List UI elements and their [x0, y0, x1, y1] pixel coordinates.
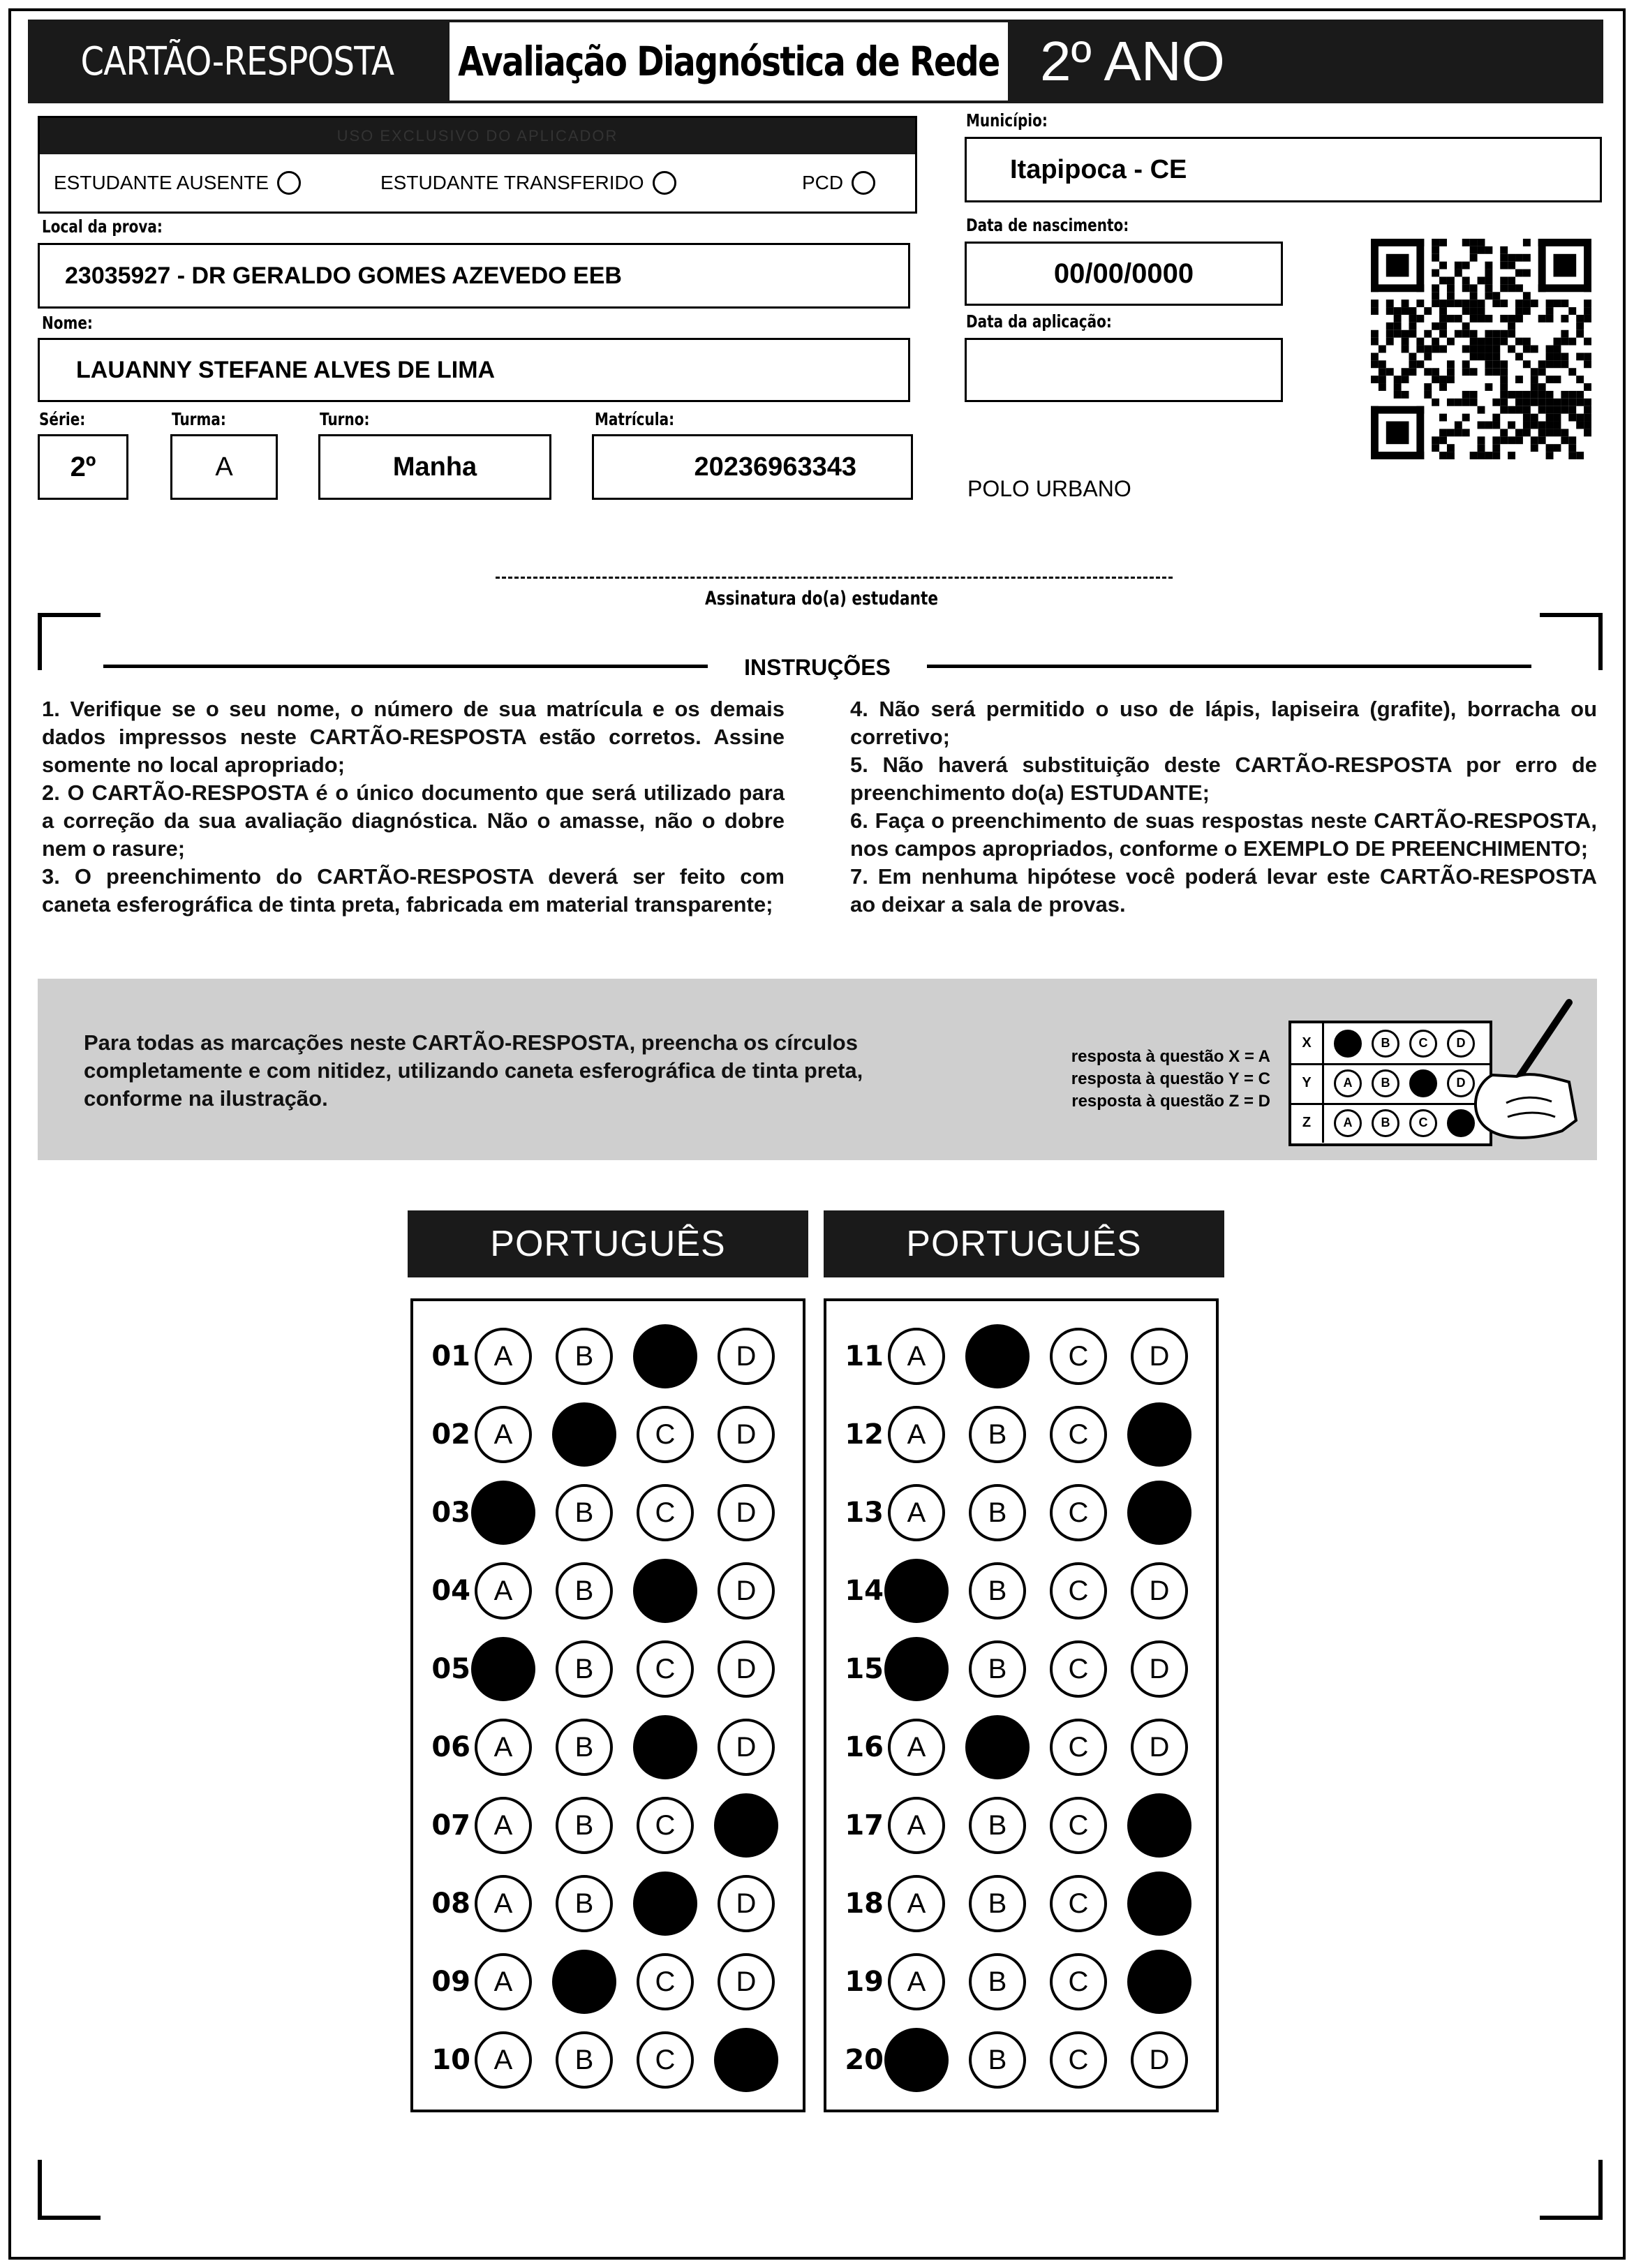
flag-transferred-label: ESTUDANTE TRANSFERIDO	[380, 172, 644, 193]
question-number: 03	[431, 1497, 470, 1529]
answer-bubble-a[interactable]: A	[888, 1719, 945, 1776]
applicator-bar	[40, 118, 915, 154]
question-row	[835, 1872, 1212, 1935]
flag-pcd[interactable]	[802, 171, 875, 195]
instructions-title: INSTRUÇÕES	[744, 655, 891, 680]
turno-box	[318, 434, 551, 500]
answer-bubble-b[interactable]: B	[969, 2031, 1026, 2089]
question-row	[422, 1559, 799, 1622]
flag-absent-label: ESTUDANTE AUSENTE	[54, 172, 269, 193]
local-value: 23035927 - DR GERALDO GOMES AZEVEDO EEB	[65, 262, 622, 289]
serie-value: 2º	[70, 451, 96, 482]
local-box	[38, 243, 910, 309]
question-number: 10	[431, 2044, 470, 2076]
question-row	[422, 1481, 799, 1544]
municipio-label: Município:	[966, 110, 1048, 131]
answer-bubble-d[interactable]: D	[1127, 1950, 1191, 2014]
question-row	[422, 1325, 799, 1388]
answer-bubble-d[interactable]: D	[1127, 1402, 1191, 1467]
turma-label: Turma:	[172, 409, 226, 429]
example-row-label: X	[1291, 1023, 1324, 1063]
answer-bubble-c[interactable]: C	[633, 1715, 697, 1779]
sheet-title: CARTÃO-RESPOSTA	[80, 38, 394, 84]
flag-transferred[interactable]	[380, 171, 676, 195]
serie-box	[38, 434, 128, 500]
example-bubble-a: A	[1334, 1069, 1362, 1097]
subject-header-1	[408, 1210, 808, 1277]
question-row	[835, 1638, 1212, 1700]
example-bubble-d: D	[1447, 1069, 1475, 1097]
answer-bubble-a[interactable]: A	[471, 1481, 535, 1545]
answer-bubble-d[interactable]: D	[718, 1406, 775, 1463]
answer-bubble-d[interactable]: D	[1131, 1328, 1188, 1385]
question-number: 19	[845, 1966, 884, 1998]
answer-bubble-c[interactable]: C	[1050, 1797, 1107, 1854]
answer-bubble-d[interactable]: D	[718, 1953, 775, 2010]
answer-bubble-c[interactable]: C	[1050, 1953, 1107, 2010]
answer-bubble-d[interactable]: D	[1131, 1640, 1188, 1698]
turno-label: Turno:	[320, 409, 370, 429]
legend-x: resposta à questão X = A	[1071, 1047, 1270, 1066]
question-number: 06	[431, 1731, 470, 1763]
instruction-item: 7. Em nenhuma hipótese você poderá levar este CARTÃO-RESPOSTA ao deixar a sala de provas.	[850, 864, 1597, 917]
exam-title: Avaliação Diagnóstica de Rede	[458, 38, 1000, 85]
answer-bubble-b[interactable]: B	[556, 2031, 613, 2089]
answer-bubble-d[interactable]: D	[718, 1484, 775, 1541]
aplicacao-label: Data da aplicação:	[966, 311, 1112, 332]
question-number: 02	[431, 1418, 470, 1451]
turma-value: A	[215, 452, 233, 482]
applicator-bar-text: USO EXCLUSIVO DO APLICADOR	[336, 127, 618, 144]
question-number: 12	[845, 1418, 884, 1451]
answer-bubble-a[interactable]: A	[888, 1797, 945, 1854]
example-row-label: Y	[1291, 1063, 1324, 1103]
answer-bubble-c[interactable]: C	[1050, 1406, 1107, 1463]
municipio-box	[965, 137, 1602, 202]
legend-y: resposta à questão Y = C	[1071, 1069, 1270, 1088]
answer-bubble-c[interactable]: C	[637, 1640, 694, 1698]
answer-bubble-b[interactable]: B	[969, 1953, 1026, 2010]
question-number: 18	[845, 1888, 884, 1920]
answer-bubble-c[interactable]: C	[637, 1406, 694, 1463]
signature-line[interactable]	[496, 577, 1173, 579]
answer-bubble-c[interactable]: C	[633, 1324, 697, 1388]
answer-bubble-b[interactable]: B	[965, 1715, 1030, 1779]
example-bubble-c: C	[1409, 1030, 1437, 1058]
answer-bubble-b[interactable]: B	[969, 1484, 1026, 1541]
question-number: 13	[845, 1497, 884, 1529]
example-bubble-d: D	[1447, 1109, 1475, 1137]
instruction-item: 6. Faça o preenchimento de suas respostas neste CARTÃO-RESPOSTA, nos campos apropriados, conforme o EXEMPLO DE PREENCHIMENTO;	[850, 808, 1597, 861]
answer-bubble-d[interactable]: D	[718, 1719, 775, 1776]
question-row	[835, 1559, 1212, 1622]
answer-bubble-a[interactable]: A	[888, 1406, 945, 1463]
nascimento-box	[965, 242, 1283, 306]
question-number: 09	[431, 1966, 470, 1998]
example-bubble-b: B	[1372, 1069, 1399, 1097]
answer-bubble-c[interactable]: C	[637, 1797, 694, 1854]
answer-bubble-c[interactable]: C	[1050, 1875, 1107, 1932]
answer-bubble-b[interactable]: B	[969, 1562, 1026, 1620]
question-number: 05	[431, 1653, 470, 1685]
answer-bubble-c[interactable]: C	[637, 1953, 694, 2010]
example-bubble-b: B	[1372, 1109, 1399, 1137]
flag-absent-circle[interactable]	[277, 171, 301, 195]
question-number: 20	[845, 2044, 884, 2076]
matricula-label: Matrícula:	[595, 409, 675, 429]
answer-bubble-a[interactable]: A	[884, 1559, 949, 1623]
answer-bubble-d[interactable]: D	[1131, 1562, 1188, 1620]
answer-bubble-b[interactable]: B	[556, 1640, 613, 1698]
answer-bubble-a[interactable]: A	[475, 2031, 532, 2089]
question-row	[835, 1794, 1212, 1857]
example-text: Para todas as marcações neste CARTÃO-RESPOSTA, preencha os círculos completamente e com nitidez, utilizando caneta esferográfica de tinta preta, conforme na ilustração.	[84, 1030, 863, 1111]
question-row	[422, 1794, 799, 1857]
hand-with-pen-icon	[1464, 998, 1583, 1145]
answer-bubble-d[interactable]: D	[1127, 1793, 1191, 1858]
instructions-right	[850, 695, 1597, 919]
legend-z: resposta à questão Z = D	[1071, 1092, 1270, 1111]
example-bubble-a: A	[1334, 1030, 1362, 1058]
answer-bubble-b[interactable]: B	[969, 1406, 1026, 1463]
question-row	[422, 1403, 799, 1466]
answer-bubble-c[interactable]: C	[1050, 1719, 1107, 1776]
answer-bubble-c[interactable]: C	[637, 2031, 694, 2089]
header-right	[1011, 20, 1603, 103]
answer-panel-1	[410, 1298, 805, 2112]
flag-pcd-circle[interactable]	[852, 171, 875, 195]
turma-box	[170, 434, 278, 500]
subject-title: PORTUGUÊS	[490, 1224, 726, 1264]
answer-bubble-d[interactable]: D	[718, 1562, 775, 1620]
example-row	[1291, 1023, 1490, 1065]
answer-bubble-a[interactable]: A	[888, 1328, 945, 1385]
example-row	[1291, 1103, 1490, 1143]
turno-value: Manha	[392, 452, 477, 482]
question-row	[835, 1950, 1212, 2013]
question-row	[422, 1950, 799, 2013]
matricula-value: 20236963343	[694, 452, 856, 482]
example-grid	[1288, 1021, 1492, 1146]
answer-bubble-a[interactable]: A	[888, 1953, 945, 2010]
subject-title: PORTUGUÊS	[906, 1224, 1142, 1264]
answer-bubble-b[interactable]: B	[556, 1797, 613, 1854]
answer-bubble-a[interactable]: A	[884, 2028, 949, 2092]
flag-transferred-circle[interactable]	[653, 171, 676, 195]
answer-bubble-b[interactable]: B	[969, 1640, 1026, 1698]
header-middle	[447, 20, 1011, 103]
answer-bubble-d[interactable]: D	[714, 2028, 778, 2092]
matricula-box	[592, 434, 913, 500]
answer-bubble-a[interactable]: A	[475, 1406, 532, 1463]
subject-header-2	[824, 1210, 1224, 1277]
example-row	[1291, 1063, 1490, 1105]
question-number: 15	[845, 1653, 884, 1685]
question-row	[835, 1403, 1212, 1466]
nome-label: Nome:	[42, 313, 93, 333]
answer-bubble-a[interactable]: A	[884, 1637, 949, 1701]
answer-bubble-a[interactable]: A	[471, 1637, 535, 1701]
serie-label: Série:	[39, 409, 86, 429]
answer-bubble-a[interactable]: A	[888, 1875, 945, 1932]
answer-bubble-b[interactable]: B	[556, 1719, 613, 1776]
example-legend	[1033, 1046, 1270, 1113]
answer-bubble-c[interactable]: C	[1050, 1328, 1107, 1385]
polo-label: POLO URBANO	[967, 476, 1131, 501]
qr-code-icon	[1371, 239, 1591, 459]
answer-bubble-b[interactable]: B	[965, 1324, 1030, 1388]
answer-bubble-c[interactable]: C	[633, 1559, 697, 1623]
instruction-item: 4. Não será permitido o uso de lápis, lapiseira (grafite), borracha ou corretivo;	[850, 697, 1597, 749]
question-number: 08	[431, 1888, 470, 1920]
question-row	[422, 1716, 799, 1779]
question-row	[422, 2029, 799, 2091]
nascimento-label: Data de nascimento:	[966, 215, 1129, 235]
answer-bubble-c[interactable]: C	[1050, 1484, 1107, 1541]
answer-bubble-b[interactable]: B	[556, 1875, 613, 1932]
example-bubble-c: C	[1409, 1109, 1437, 1137]
question-number: 01	[431, 1340, 470, 1372]
answer-bubble-c[interactable]: C	[1050, 1562, 1107, 1620]
question-number: 17	[845, 1809, 884, 1841]
question-number: 07	[431, 1809, 470, 1841]
answer-bubble-a[interactable]: A	[475, 1562, 532, 1620]
answer-bubble-b[interactable]: B	[552, 1950, 616, 2014]
answer-bubble-b[interactable]: B	[556, 1562, 613, 1620]
aplicacao-box[interactable]	[965, 338, 1283, 402]
corner-mark-bottom-left	[38, 2160, 101, 2220]
answer-bubble-d[interactable]: D	[1131, 1719, 1188, 1776]
instruction-item: 3. O preenchimento do CARTÃO-RESPOSTA deverá ser feito com caneta esferográfica de tinta preta, fabricada em material transparente;	[42, 864, 785, 917]
instruction-item: 1. Verifique se o seu nome, o número de sua matrícula e os demais dados impressos neste CARTÃO-RESPOSTA estão corretos. Assine somente no local apropriado;	[42, 697, 785, 777]
answer-bubble-a[interactable]: A	[475, 1953, 532, 2010]
flag-absent[interactable]	[54, 171, 301, 195]
question-row	[835, 1716, 1212, 1779]
instructions-rule-left	[103, 665, 708, 668]
answer-bubble-d[interactable]: D	[714, 1793, 778, 1858]
answer-bubble-d[interactable]: D	[1127, 1872, 1191, 1936]
question-number: 04	[431, 1575, 470, 1607]
instruction-item: 5. Não haverá substituição deste CARTÃO-RESPOSTA por erro de preenchimento do(a) ESTUDANTE;	[850, 753, 1597, 805]
instructions-left	[42, 695, 785, 919]
question-number: 14	[845, 1575, 884, 1607]
question-row	[835, 2029, 1212, 2091]
answer-bubble-b[interactable]: B	[969, 1875, 1026, 1932]
answer-bubble-c[interactable]: C	[1050, 2031, 1107, 2089]
corner-mark-bottom-right	[1540, 2160, 1603, 2220]
answer-bubble-b[interactable]: B	[969, 1797, 1026, 1854]
question-row	[835, 1325, 1212, 1388]
answer-bubble-a[interactable]: A	[475, 1797, 532, 1854]
answer-bubble-a[interactable]: A	[475, 1719, 532, 1776]
instruction-item: 2. O CARTÃO-RESPOSTA é o único documento que será utilizado para a correção da sua avaliação diagnóstica. Não o amasse, não o dobre nem o rasure;	[42, 780, 785, 861]
answer-bubble-d[interactable]: D	[1131, 2031, 1188, 2089]
example-bubble-c: C	[1409, 1069, 1437, 1097]
answer-bubble-c[interactable]: C	[1050, 1640, 1107, 1698]
example-bubble-b: B	[1372, 1030, 1399, 1058]
question-row	[422, 1638, 799, 1700]
applicator-box	[38, 116, 917, 214]
answer-bubble-d[interactable]: D	[718, 1640, 775, 1698]
answer-bubble-a[interactable]: A	[475, 1875, 532, 1932]
answer-bubble-a[interactable]: A	[888, 1484, 945, 1541]
flag-pcd-label: PCD	[802, 172, 844, 193]
answer-bubble-b[interactable]: B	[556, 1328, 613, 1385]
instructions-rule-right	[927, 665, 1531, 668]
nome-value: LAUANNY STEFANE ALVES DE LIMA	[76, 356, 496, 383]
question-row	[835, 1481, 1212, 1544]
answer-bubble-d[interactable]: D	[718, 1328, 775, 1385]
signature-label: Assinatura do(a) estudante	[705, 588, 938, 609]
example-row-label: Z	[1291, 1103, 1324, 1143]
nome-box	[38, 338, 910, 402]
question-row	[422, 1872, 799, 1935]
local-label: Local da prova:	[42, 216, 163, 237]
answer-bubble-b[interactable]: B	[556, 1484, 613, 1541]
municipio-value: Itapipoca - CE	[1010, 154, 1187, 184]
answer-bubble-d[interactable]: D	[718, 1875, 775, 1932]
answer-bubble-b[interactable]: B	[552, 1402, 616, 1467]
grade-label: 2º ANO	[1040, 30, 1225, 92]
nascimento-value: 00/00/0000	[1053, 258, 1194, 289]
example-bubble-d: D	[1447, 1030, 1475, 1058]
corner-mark-top-right	[1540, 613, 1603, 670]
answer-bubble-c[interactable]: C	[633, 1872, 697, 1936]
answer-bubble-a[interactable]: A	[475, 1328, 532, 1385]
question-number: 16	[845, 1731, 884, 1763]
answer-bubble-c[interactable]: C	[637, 1484, 694, 1541]
example-bubble-a: A	[1334, 1109, 1362, 1137]
corner-mark-top-left	[38, 613, 101, 670]
answer-panel-2	[824, 1298, 1219, 2112]
answer-bubble-d[interactable]: D	[1127, 1481, 1191, 1545]
question-number: 11	[845, 1340, 884, 1372]
header-left	[28, 20, 447, 103]
